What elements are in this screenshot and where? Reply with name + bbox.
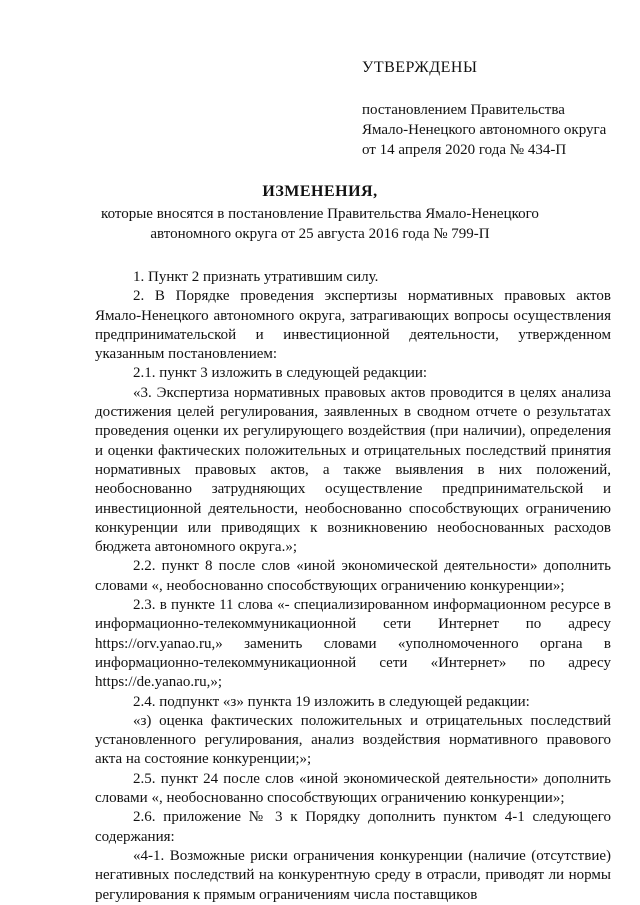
approval-stamp bbox=[362, 58, 606, 160]
paragraph-2-5: 2.5. пункт 24 после слов «иной экономической деятельности» дополнить словами «, необоснованно способствующих ограничению конкуренции»; bbox=[95, 770, 611, 807]
title-subtitle-line-2: автономного округа от 25 августа 2016 года № 799-П bbox=[150, 226, 490, 242]
approval-line-2: Ямало-Ненецкого автономного округа bbox=[362, 122, 607, 138]
paragraph-1: 1. Пункт 2 признать утратившим силу. bbox=[133, 269, 379, 285]
approval-line-3: от 14 апреля 2020 года № 434-П bbox=[362, 142, 567, 158]
document-title bbox=[0, 182, 640, 244]
approval-heading: УТВЕРЖДЕНЫ bbox=[362, 59, 478, 76]
paragraph-quote-z: «з) оценка фактических положительных и отрицательных последствий установленного регулирования, анализ воздействия нормативного правового акта на состояние конкуренции;»; bbox=[95, 712, 611, 768]
paragraph-quote-4-1: «4-1. Возможные риски ограничения конкуренции (наличие (отсутствие) негативных последствий на конкурентную среду в отрасли, приводят ли нормы регулирования к прямым ограничениям числа поставщиков bbox=[95, 847, 611, 903]
paragraph-2: 2. В Порядке проведения экспертизы нормативных правовых актов Ямало-Ненецкого автономного округа, затрагивающих вопросы осуществления предпринимательской и инвестиционной деятельности, утвержденном указанным постановлением: bbox=[95, 288, 611, 363]
paragraph-2-3: 2.3. в пункте 11 слова «- специализированном информационном ресурсе в информационно-телекоммуникационной сети Интернет по адресу https://orv.yanao.ru,» заменить словами «уполномоченного органа в информационно-телекоммуникационной сети «Интернет» по адресу https://de.yanao.ru,»; bbox=[95, 597, 611, 691]
paragraph-2-2: 2.2. пункт 8 после слов «иной экономической деятельности» дополнить словами «, необоснованно способствующих ограничению конкуренции»; bbox=[95, 558, 611, 594]
document-body bbox=[95, 268, 611, 905]
title-heading: ИЗМЕНЕНИЯ, bbox=[262, 183, 378, 200]
paragraph-2-1: 2.1. пункт 3 изложить в следующей редакции: bbox=[133, 365, 428, 382]
paragraph-quote-3: «3. Экспертиза нормативных правовых актов проводится в целях анализа достижения целей регулирования, заявленных в сводном отчете о результатах проведения оценки их регулирующего воздействия (при наличии), определения и оценки фактических положительных и отрицательных последствий принятия нормативных правовых актов, а также выявления в них положений, необоснованно затрудняющих осуществление предпринимательской и инвестиционной деятельности, необоснованно способствующих ограничению конкуренции или приводящих к возникновению необоснованных расходов бюджета автономного округа.»; bbox=[95, 384, 611, 556]
paragraph-2-6: 2.6. приложение № 3 к Порядку дополнить пунктом 4-1 следующего содержания: bbox=[95, 809, 611, 845]
title-subtitle-line-1: которые вносятся в постановление Правительства Ямало-Ненецкого bbox=[101, 206, 539, 222]
paragraph-2-4: 2.4. подпункт «з» пункта 19 изложить в следующей редакции: bbox=[133, 693, 530, 710]
approval-line-1: постановлением Правительства bbox=[362, 102, 565, 118]
